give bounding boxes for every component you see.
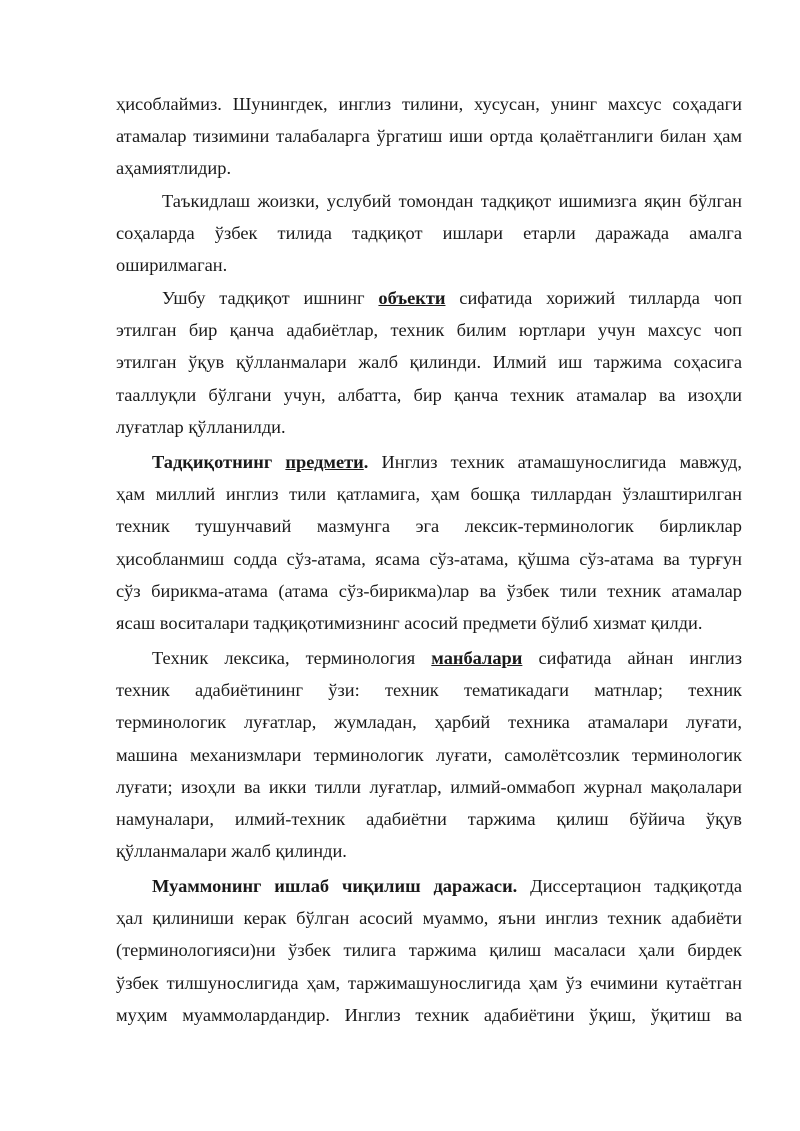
section-lead: Тадқиқотнинг [152, 452, 286, 472]
text-run: . [363, 452, 369, 472]
text-line: ҳал қилиниши керак бўлган асосий муаммо, яъни инглиз техник адабиёти [116, 908, 742, 929]
text-line: этилган ўқув қўлланмалари жалб қилинди. Илмий иш таржима соҳасига [116, 352, 742, 373]
text-line [116, 282, 742, 314]
paragraph-research-object [116, 282, 742, 443]
text-run: Инглиз техник атамашунослигида мавжуд, [368, 452, 742, 472]
text-line: тааллуқли бўлгани учун, албатта, бир қанча техник атамалар ва изоҳли [116, 384, 742, 405]
text-line [116, 446, 742, 478]
text-run: сифатида айнан инглиз [522, 648, 742, 668]
text-line [116, 642, 742, 674]
text-line: луғати; изоҳли ва икки тилли луғатлар, илмий-оммабоп журнал мақолалари [116, 776, 742, 797]
text-line: соҳаларда ўзбек тилида тадқиқот ишлари етарли даражада амалга [116, 223, 742, 244]
paragraph-sources [116, 642, 742, 867]
text-line: ясаш воситалари тадқиқотимизнинг асосий предмети бўлиб хизмат қилди. [116, 612, 703, 633]
text-line: техник тушунчавий мазмунга эга лексик-терминологик бирликлар [116, 516, 742, 537]
text-run: Ушбу тадқиқот ишнинг [162, 288, 379, 308]
text-run: Диссертацион тадқиқотда [517, 876, 742, 896]
text-line: Таъкидлаш жоизки, услубий томондан тадқиқот ишимизга яқин бўлган [162, 191, 742, 211]
text-line: ҳам миллий инглиз тили қатламига, ҳам бошқа тиллардан ўзлаштирилган [116, 484, 742, 505]
paragraph-problem-level [116, 870, 742, 1031]
term-object: объекти [378, 288, 446, 308]
text-line: муҳим муаммолардандир. Инглиз техник адабиётини ўқиш, ўқитиш ва [116, 1004, 742, 1025]
text-line: ўзбек тилшунослигида ҳам, таржимашунослигида ҳам ўз ечимини кутаётган [116, 972, 742, 993]
text-line: ҳисоблаймиз. Шунингдек, инглиз тилини, хусусан, унинг махсус соҳадаги [116, 94, 742, 114]
text-line: луғатлар қўлланилди. [116, 416, 286, 437]
text-line: (терминологияси)ни ўзбек тилига таржима қилиш масаласи ҳали бирдек [116, 940, 742, 961]
text-line: терминологик луғатлар, жумладан, ҳарбий техника атамалари луғати, [116, 712, 742, 733]
text-line: этилган бир қанча адабиётлар, техник билим юртлари учун махсус чоп [116, 320, 742, 341]
section-lead: Муаммонинг ишлаб чиқилиш даражаси. [152, 876, 518, 896]
paragraph-emphasis [116, 185, 742, 282]
text-run: Техник лексика, терминология [152, 648, 432, 668]
text-line: техник адабиётининг ўзи: техник тематикадаги матнлар; техник [116, 680, 742, 701]
text-line: машина механизмлари терминологик луғати, самолётсозлик терминологик [116, 744, 742, 765]
text-line: атамалар тизимини талабаларга ўргатиш иши ортда қолаётганлиги билан ҳам [116, 126, 742, 147]
text-line: аҳамиятлидир. [116, 158, 232, 179]
term-sources: манбалари [431, 648, 523, 668]
text-line [116, 870, 742, 902]
paragraph-research-subject [116, 446, 742, 639]
text-run: сифатида хорижий тилларда чоп [445, 288, 742, 308]
paragraph-intro-continuation [116, 88, 742, 185]
text-line: қўлланмалари жалб қилинди. [116, 841, 347, 862]
text-line: оширилмаган. [116, 255, 228, 276]
text-line: ҳисобланмиш содда сўз-атама, ясама сўз-атама, қўшма сўз-атама ва турғун [116, 548, 742, 569]
term-subject: предмети [285, 452, 364, 472]
text-line: сўз бирикма-атама (атама сўз-бирикма)лар ва ўзбек тили техник атамалар [116, 580, 742, 601]
text-line: намуналари, илмий-техник адабиётни таржима қилиш бўйича ўқув [116, 808, 742, 829]
